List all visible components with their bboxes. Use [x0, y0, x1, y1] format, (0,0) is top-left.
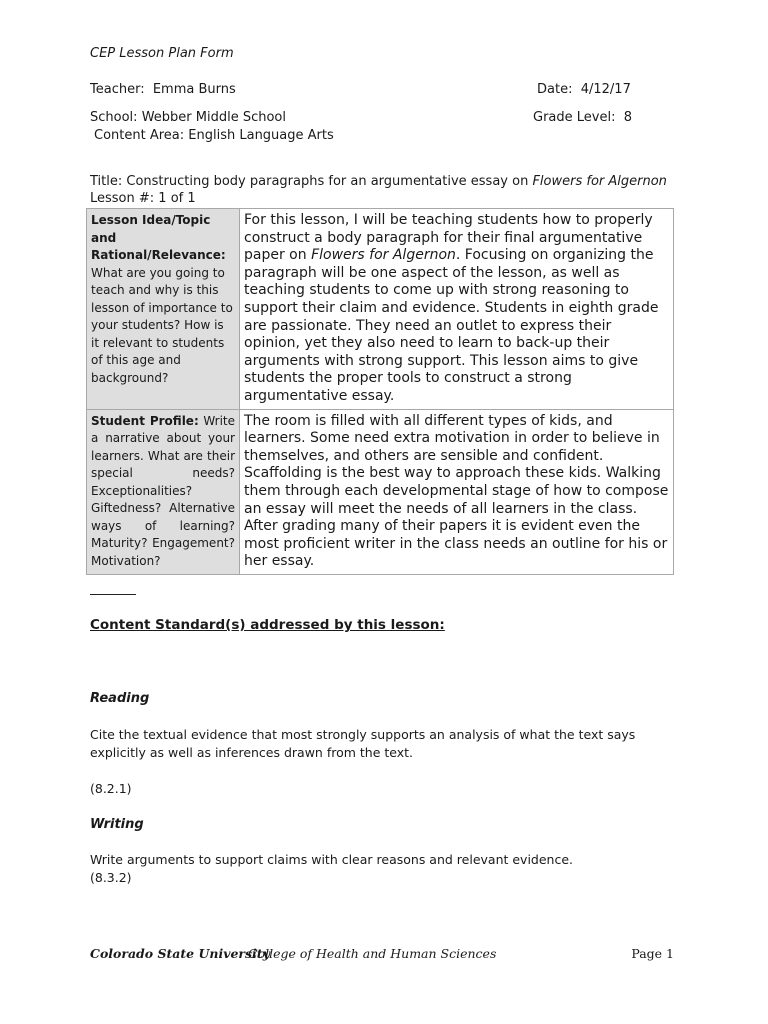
grade-field [533, 110, 632, 125]
lesson-idea-book: Flowers for Algernon [311, 247, 456, 264]
content-area-value: English Language Arts [188, 128, 334, 143]
lesson-number [90, 191, 196, 206]
writing-standard-text: Write arguments to support claims with clear reasons and relevant evidence. [90, 852, 574, 867]
date-value: 4/12/17 [580, 82, 631, 97]
reading-standard-code: (8.2.1) [90, 781, 132, 796]
writing-heading: Writing [90, 817, 144, 832]
lesson-idea-prompt: What are you going to teach and why is this lesson of importance to your students? How is it relevant to students of this age and background? [91, 265, 233, 385]
student-profile-text: The room is filled with all different types of kids, and learners. Some need extra motivation in order to believe in themselves, and others are sensible and confident. Scaffolding is the best way to approach these kids. Walking them through each developmental stage of how to compose an essay will meet the needs of all learners in the class. After grading many of their papers it is evident even the most proficient writer in the class needs an outline for his or her essay. [244, 412, 669, 570]
footer-university: Colorado State University [90, 946, 270, 961]
title-text: Constructing body paragraphs for an argumentative essay on [126, 174, 529, 189]
reading-heading: Reading [90, 691, 150, 706]
form-title: CEP Lesson Plan Form [90, 46, 234, 61]
lesson-plan-table [86, 208, 674, 575]
student-profile-value-cell [240, 409, 674, 574]
page-number: Page 1 [631, 946, 674, 961]
grade-label: Grade Level: [533, 110, 616, 125]
teacher-label: Teacher: [90, 82, 145, 97]
date-field [537, 82, 631, 97]
divider [90, 594, 136, 595]
lesson-idea-label-cell [87, 209, 240, 410]
grade-value: 8 [623, 110, 633, 125]
standards-heading: Content Standard(s) addressed by this lesson: [90, 617, 445, 633]
teacher-field [90, 82, 236, 97]
lesson-idea-heading: Lesson Idea/Topic and Rational/Relevance: [91, 213, 226, 262]
lesson-value: 1 of 1 [158, 191, 196, 206]
school-value: Webber Middle School [141, 110, 286, 125]
student-profile-heading: Student Profile: [91, 413, 199, 428]
title-book: Flowers for Algernon [532, 174, 667, 189]
school-label: School: [90, 110, 138, 125]
teacher-value: Emma Burns [152, 82, 236, 97]
reading-standard-line2: explicitly as well as inferences drawn from the text. [90, 745, 414, 760]
student-profile-label-cell [87, 409, 240, 574]
student-profile-prompt: Write a narrative about your learners. What are their special needs? Exceptionalities? Giftedness? Alternative ways of learning? Maturity? Engagement? Motivation? [91, 413, 235, 568]
footer-college: College of Health and Human Sciences [248, 946, 497, 961]
lesson-idea-text-part1: For this lesson, I will be teaching students how to properly construct a body paragraph for their final argumentative paper on [244, 212, 653, 264]
content-area-field [94, 128, 334, 143]
writing-standard-code: (8.3.2) [90, 870, 132, 885]
lesson-title [90, 174, 667, 189]
lesson-label: Lesson #: [90, 191, 155, 206]
reading-standard-line1: Cite the textual evidence that most strongly supports an analysis of what the text says [90, 727, 636, 742]
school-field [90, 110, 286, 125]
lesson-idea-text-part2: . Focusing on organizing the paragraph will be one aspect of the lesson, as well as teaching students to come up with strong reasoning to support their claim and evidence. Students in eighth grade are passionate. They need an outlet to express their opinion, yet they also need to learn to back-up their arguments with strong support. This lesson aims to give students the proper tools to construct a strong argumentative essay. [244, 247, 659, 404]
table-row [87, 209, 674, 410]
title-label: Title: [90, 174, 123, 189]
date-label: Date: [537, 82, 573, 97]
content-area-label: Content Area: [94, 128, 185, 143]
table-row [87, 409, 674, 574]
lesson-idea-value-cell [240, 209, 674, 410]
